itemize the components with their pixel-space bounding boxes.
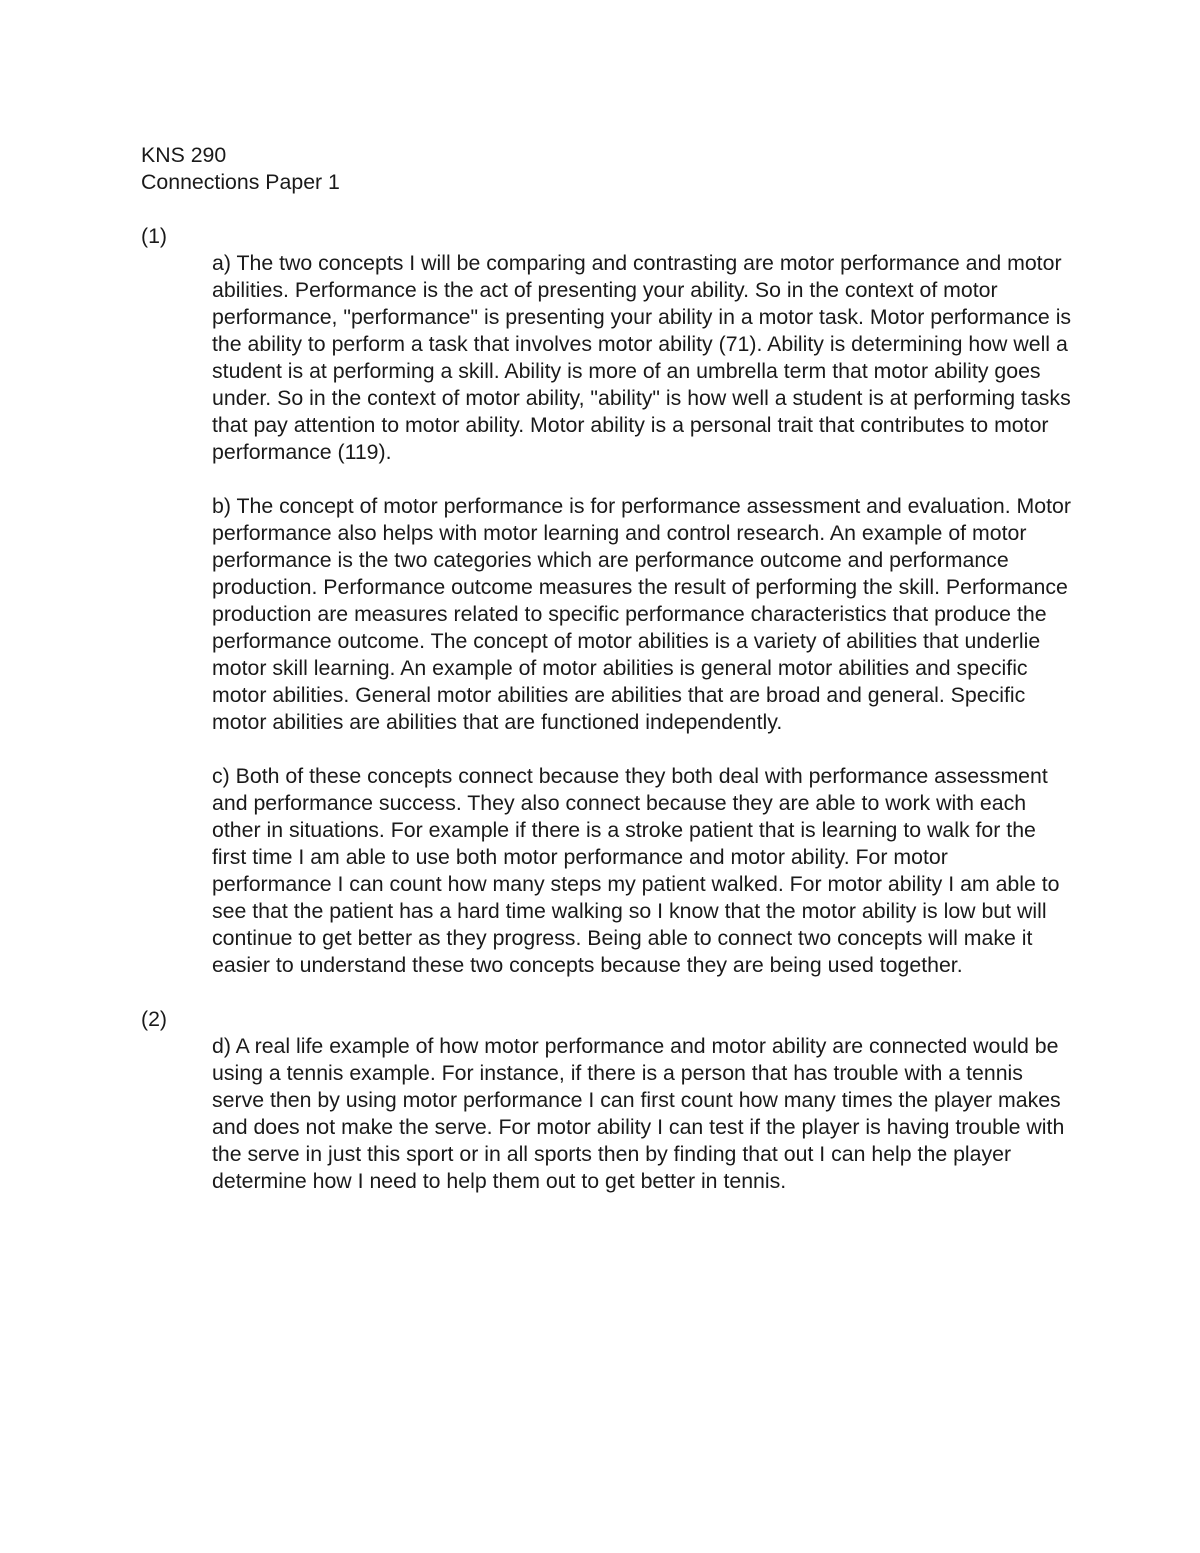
paper-title: Connections Paper 1 <box>141 170 340 194</box>
paragraph-a: a) The two concepts I will be comparing and contrasting are motor performance and motor abilities. Performance is the act of presenting your ability. So in the context of motor performance, "performance" is presenting your ability in a motor task. Motor performance is the ability to perform a task that involves motor ability (71). Ability is determining how well a student is at performing a skill. Ability is more of an umbrella term that motor ability goes under. So in the context of motor ability, "ability" is how well a student is at performing tasks that pay attention to motor ability. Motor ability is a personal trait that contributes to motor performance (119). <box>212 251 1072 464</box>
paragraph-c: c) Both of these concepts connect because they both deal with performance assessment and performance success. They also connect because they are able to work with each other in situations. For example if there is a stroke patient that is learning to walk for the first time I am able to use both motor performance and motor ability. For motor performance I can count how many steps my patient walked. For motor ability I am able to see that the patient has a hard time walking so I know that the motor ability is low but will continue to get better as they progress. Being able to connect two concepts will make it easier to understand these two concepts because they are being used together. <box>212 764 1060 977</box>
course-code: KNS 290 <box>141 143 227 167</box>
document-page <box>141 142 1071 1195</box>
paragraph-d: d) A real life example of how motor performance and motor ability are connected would be using a tennis example. For instance, if there is a person that has trouble with a tennis serve then by using motor performance I can first count how many times the player makes and does not make the serve. For motor ability I can test if the player is having trouble with the serve in just this sport or in all sports then by finding that out I can help the player determine how I need to help them out to get better in tennis. <box>212 1034 1065 1193</box>
section-1-body <box>212 250 1072 979</box>
section-number-2: (2) <box>141 1007 168 1031</box>
section-number-1: (1) <box>141 224 168 248</box>
spacer <box>141 979 1071 1006</box>
spacer <box>141 196 1071 223</box>
spacer <box>212 466 1072 493</box>
spacer <box>212 736 1072 763</box>
section-2-body <box>212 1033 1072 1195</box>
paragraph-b: b) The concept of motor performance is for performance assessment and evaluation. Motor performance also helps with motor learning and control research. An example of motor performance is the two categories which are performance outcome and performance production. Performance outcome measures the result of performing the skill. Performance production are measures related to specific performance characteristics that produce the performance outcome. The concept of motor abilities is a variety of abilities that underlie motor skill learning. An example of motor abilities is general motor abilities and specific motor abilities. General motor abilities are abilities that are broad and general. Specific motor abilities are abilities that are functioned independently. <box>212 494 1071 734</box>
